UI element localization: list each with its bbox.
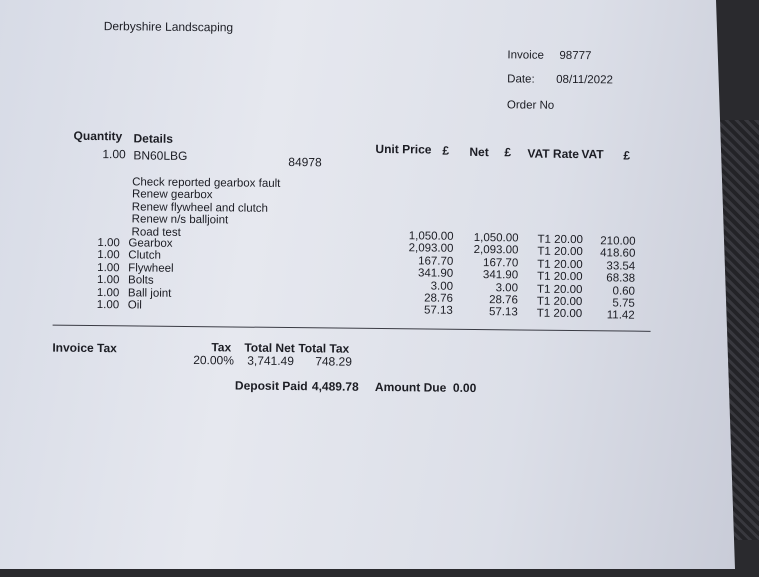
vat-amount: 33.54 [606,260,636,273]
col-vat-rate: VAT Rate [527,146,580,162]
company-name: Derbyshire Landscaping [103,19,234,35]
unit-price: 3.00 [430,280,454,293]
vat-rate: T1 20.00 [537,246,583,259]
item-quantity: 1.00 [96,298,120,312]
item-description: Gearbox [128,237,173,250]
vat-rate-column [537,234,583,321]
col-unit-price: Unit Price [375,141,432,157]
col-quantity: Quantity [73,128,123,144]
vat-rate: T1 20.00 [537,270,583,284]
unit-price-column [397,230,454,317]
amount-due-label: Amount Due [374,379,447,395]
tax-label: Tax [211,340,232,355]
vat-rate: T1 20.00 [536,307,583,321]
item-quantity: 1.00 [96,286,120,299]
vat-rate: T1 20.00 [537,258,583,271]
vat-rate: T1 20.00 [536,295,583,309]
total-tax: 748.29 [315,354,353,369]
invoice-number: 98777 [559,49,592,63]
col-vat: VAT [581,147,604,162]
order-no-label: Order No [506,99,555,112]
item-description: Oil [127,299,142,312]
vehicle-registration: BN60LBG [133,148,188,163]
unit-price: 167.70 [418,255,454,268]
deposit-paid-label: Deposit Paid [234,378,308,394]
net-amount: 2,093.00 [473,244,519,257]
item-quantity-column [97,237,120,312]
net-amount: 3.00 [495,281,519,295]
total-tax-label: Total Tax [298,341,350,356]
col-net: Net [469,144,489,160]
net-column [463,232,519,319]
item-description: Flywheel [128,262,174,275]
deposit-paid: 4,489.78 [311,379,359,394]
item-description-column [128,237,174,312]
net-amount: 57.13 [488,306,518,319]
unit-price: 341.90 [417,267,454,280]
col-unit-price-currency: £ [442,143,450,158]
vat-rate: T1 20.00 [537,233,583,247]
unit-price: 28.76 [424,292,453,305]
invoice-date: 08/11/2022 [556,73,613,87]
net-amount: 167.70 [483,256,519,270]
job-note: Renew flywheel and clutch [131,201,269,215]
col-vat-currency: £ [623,148,631,163]
net-amount: 341.90 [482,269,519,282]
vat-amount: 418.60 [600,247,636,261]
vat-amount: 68.38 [606,272,636,285]
net-amount: 28.76 [489,294,518,307]
item-quantity: 1.00 [97,274,120,287]
item-quantity: 1.00 [97,261,120,275]
item-description: Bolts [128,274,154,287]
item-description: Clutch [128,249,161,263]
col-details: Details [133,131,173,146]
col-net-currency: £ [504,145,512,160]
total-net: 3,741.49 [247,353,295,369]
invoice-label: Invoice [507,49,544,62]
net-amount: 1,050.00 [473,231,519,245]
total-net-label: Total Net [244,340,295,356]
job-note: Road test [131,225,181,239]
item-quantity: 1.00 [97,237,120,250]
unit-price: 2,093.00 [408,242,454,256]
vat-amount: 210.00 [600,235,636,248]
vat-amount: 5.75 [612,297,635,310]
job-note: Renew gearbox [131,188,213,202]
divider-line [53,325,651,332]
job-quantity: 1.00 [102,147,126,162]
amount-due: 0.00 [452,380,477,396]
vat-amount: 0.60 [612,284,636,298]
invoice-tax-label: Invoice Tax [52,340,117,356]
job-note: Check reported gearbox fault [132,176,281,190]
unit-price: 1,050.00 [408,230,454,243]
vat-amount: 11.42 [606,309,635,323]
vat-rate: T1 20.00 [536,283,583,296]
item-quantity: 1.00 [97,249,120,262]
vat-column [592,235,636,322]
tax-rate: 20.00% [193,353,235,368]
date-label: Date: [507,73,535,86]
job-notes [132,176,281,240]
job-note: Renew n/s balljoint [131,213,229,227]
item-description: Ball joint [127,286,172,300]
job-reference: 84978 [288,155,322,170]
unit-price: 57.13 [423,304,453,318]
